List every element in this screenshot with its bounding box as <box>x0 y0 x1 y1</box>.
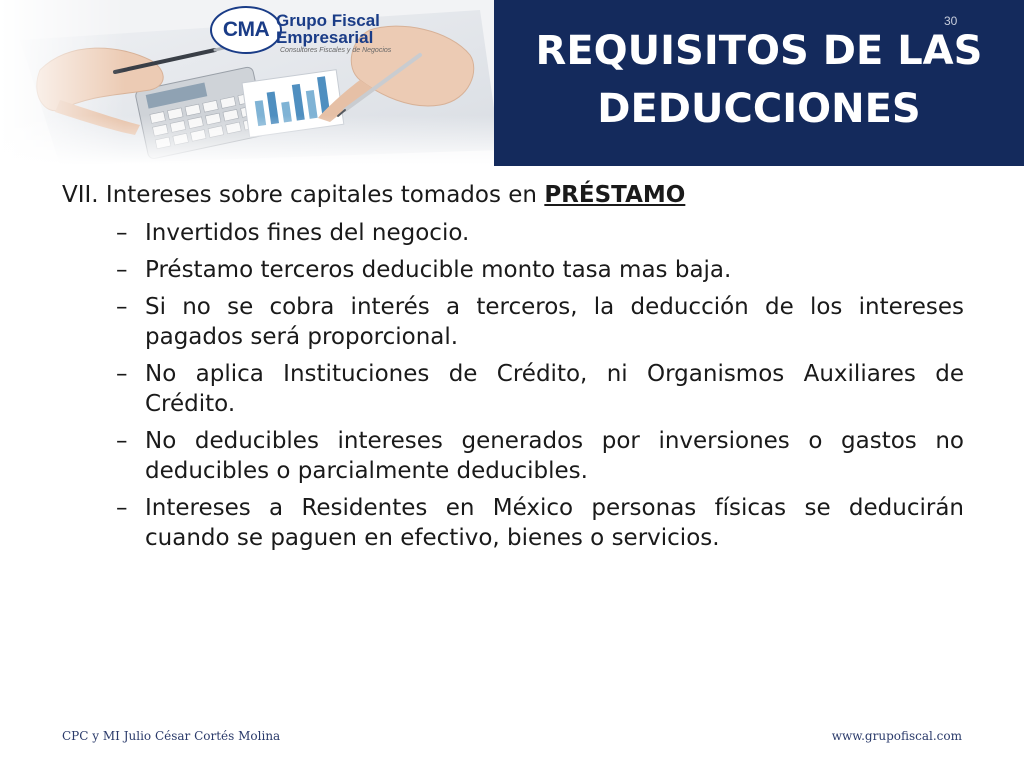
dash-marker: – <box>116 361 128 387</box>
dash-marker: – <box>116 428 128 454</box>
footer-website: www.grupofiscal.com <box>831 729 962 743</box>
slide-title-line2: DEDUCCIONES <box>597 86 921 132</box>
bullet-list <box>62 218 964 553</box>
dash-marker: – <box>116 495 128 521</box>
list-item-text: Préstamo terceros deducible monto tasa mas baja. <box>145 257 732 283</box>
section-heading-emphasis: PRÉSTAMO <box>544 182 686 208</box>
company-logo <box>210 4 392 56</box>
list-item <box>62 359 964 419</box>
list-item <box>62 426 964 486</box>
footer-author: CPC y MI Julio César Cortés Molina <box>62 729 281 743</box>
page-number: 30 <box>944 14 958 28</box>
logo-line1: Grupo Fiscal <box>276 11 380 30</box>
list-item-text: No deducibles intereses generados por inversiones o gastos no deducibles o parcialmente deducibles. <box>145 428 964 484</box>
dash-marker: – <box>116 294 128 320</box>
list-item-text: No aplica Instituciones de Crédito, ni Organismos Auxiliares de Crédito. <box>145 361 964 417</box>
dash-marker: – <box>116 220 128 246</box>
list-item-text: Si no se cobra interés a terceros, la deducción de los intereses pagados será proporcional. <box>145 294 964 350</box>
slide-content <box>62 180 964 560</box>
section-heading-prefix: VII. Intereses sobre capitales tomados en <box>62 182 545 208</box>
slide-title <box>494 22 1024 138</box>
list-item <box>62 218 964 248</box>
list-item <box>62 292 964 352</box>
logo-mark: CMA <box>210 6 282 54</box>
logo-tagline: Consultores Fiscales y de Negocios <box>280 47 392 54</box>
logo-line2: Empresarial <box>276 28 374 47</box>
list-item <box>62 255 964 285</box>
slide-title-line1: REQUISITOS DE LAS <box>535 28 983 74</box>
list-item <box>62 493 964 553</box>
list-item-text: Intereses a Residentes en México personas físicas se deducirán cuando se paguen en efectivo, bienes o servicios. <box>145 495 964 551</box>
dash-marker: – <box>116 257 128 283</box>
list-item-text: Invertidos fines del negocio. <box>145 220 470 246</box>
section-heading <box>62 180 964 210</box>
